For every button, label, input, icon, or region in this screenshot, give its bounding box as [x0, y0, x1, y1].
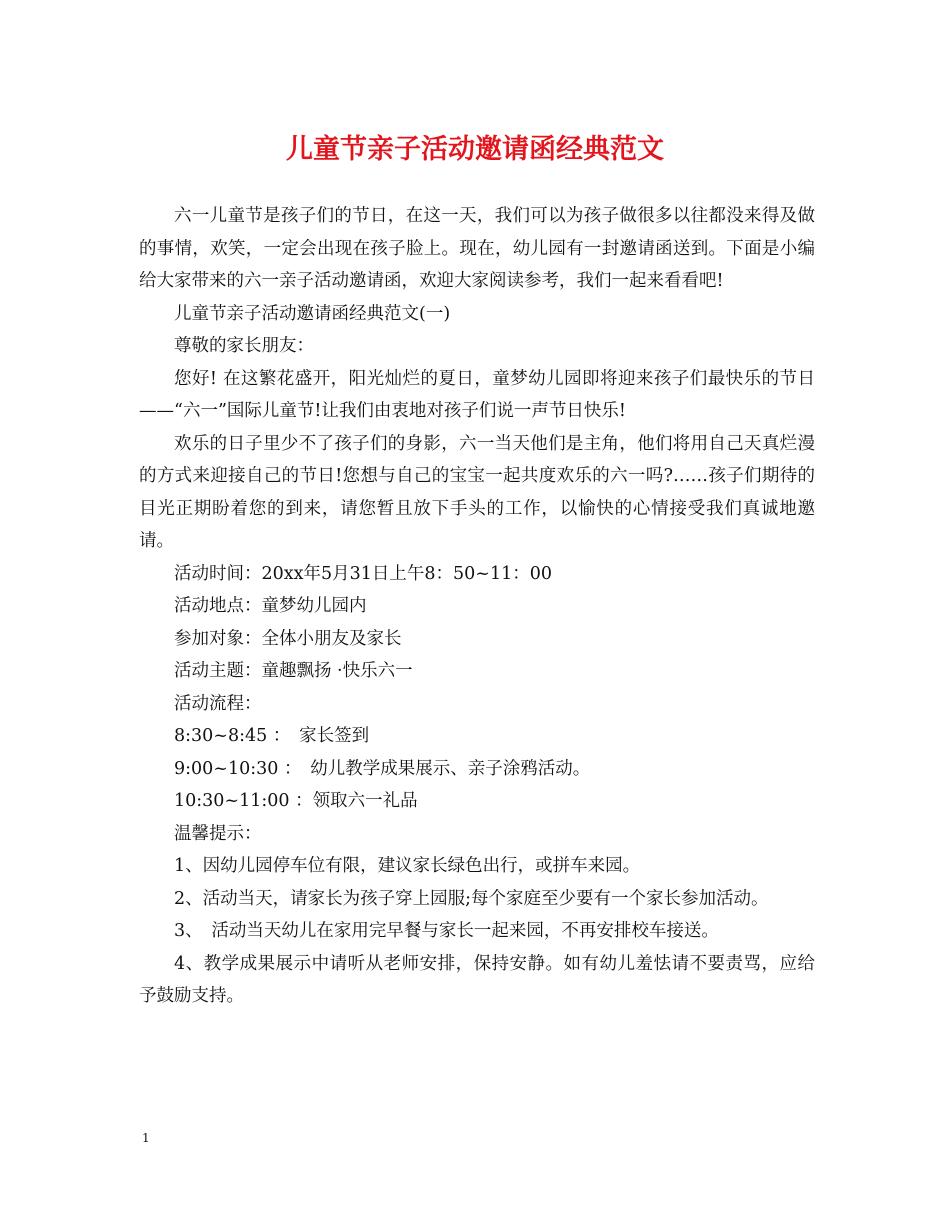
greeting-paragraph: 您好! 在这繁花盛开，阳光灿烂的夏日，童梦幼儿园即将迎来孩子们最快乐的节日——“六一”国际儿童节!让我们由衷地对孩子们说一声节日快乐!: [139, 368, 815, 421]
schedule-item: 10:30~11:00 ：领取六一礼品: [174, 791, 418, 811]
tip-item: 3、 活动当天幼儿在家用完早餐与家长一起来园，不再安排校车接送。: [174, 921, 719, 941]
schedule-heading: 活动流程：: [174, 693, 262, 714]
page-number: 1: [142, 1131, 150, 1145]
schedule-item: 8:30~8:45 ： 家长签到: [174, 726, 370, 746]
tip-item: 1、因幼儿园停车位有限，建议家长绿色出行，或拼车来园。: [174, 856, 641, 876]
document-title: 儿童节亲子活动邀请函经典范文: [286, 134, 664, 165]
section-heading: 儿童节亲子活动邀请函经典范文(一): [174, 303, 451, 324]
event-participants: 参加对象：全体小朋友及家长: [174, 628, 402, 649]
tip-item: 2、活动当天，请家长为孩子穿上园服;每个家庭至少要有一个家长参加活动。: [174, 888, 769, 909]
event-theme: 活动主题：童趣飘扬 ·快乐六一: [174, 661, 413, 681]
invitation-paragraph: 欢乐的日子里少不了孩子们的身影，六一当天他们是主角，他们将用自己天真烂漫的方式来迎接自己的节日!您想与自己的宝宝一起共度欢乐的六一吗?……孩子们期待的目光正期盼着您的到来，请您暂且放下手头的工作，以愉快的心情接受我们真诚地邀请。: [139, 433, 815, 551]
tips-heading: 温馨提示：: [174, 823, 262, 844]
salutation: 尊敬的家长朋友：: [174, 336, 314, 356]
schedule-item: 9:00~10:30 ： 幼儿教学成果展示、亲子涂鸦活动。: [174, 758, 591, 779]
document-body: [139, 200, 815, 1013]
event-location: 活动地点：童梦幼儿园内: [174, 596, 367, 616]
intro-paragraph: 六一儿童节是孩子们的节日，在这一天，我们可以为孩子做很多以往都没来得及做的事情，欢笑，一定会出现在孩子脸上。现在，幼儿园有一封邀请函送到。下面是小编给大家带来的六一亲子活动邀请函，欢迎大家阅读参考，我们一起来看看吧!: [139, 206, 815, 291]
tip-item: 4、教学成果展示中请听从老师安排，保持安静。如有幼儿羞怯请不要责骂，应给予鼓励支持。: [139, 953, 815, 1006]
event-time: 活动时间：20xx年5月31日上午8：50~11：00: [174, 563, 553, 584]
